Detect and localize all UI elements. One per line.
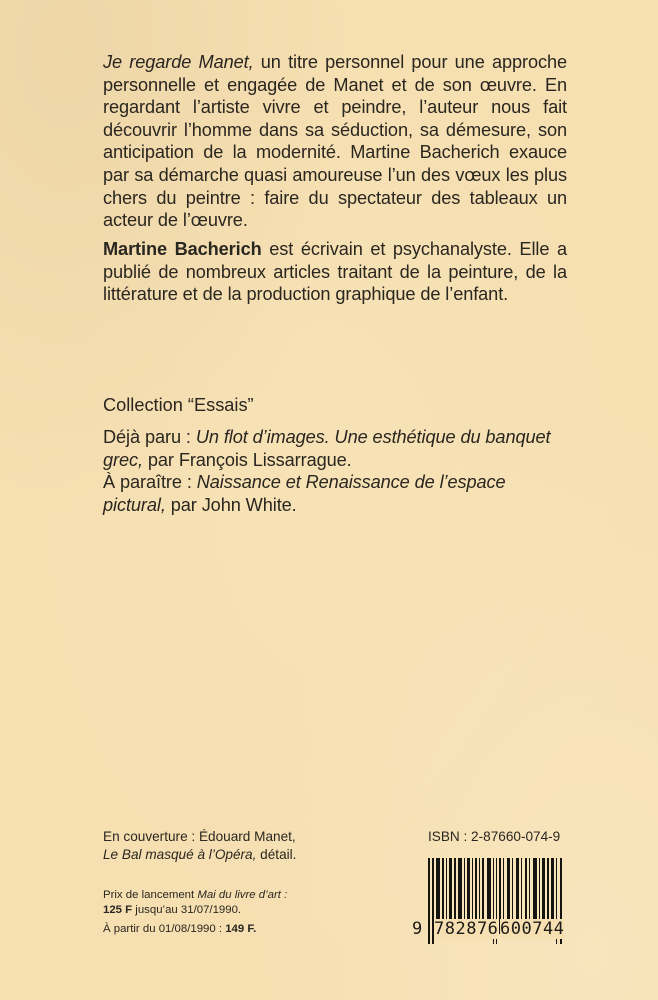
- cover-credit-line1: En couverture : Édouard Manet,: [103, 829, 296, 844]
- launch-label: Prix de lancement: [103, 889, 198, 901]
- book-title: Je regarde Manet,: [103, 52, 254, 72]
- author-bio: [103, 238, 567, 306]
- author-bio-text: est écrivain et psychanalyste. Elle a publié de nombreux articles traitant de la peinture, de la littérature et de la production graphique de l’enfant.: [103, 239, 567, 305]
- cover-credit-detail: détail.: [256, 847, 297, 862]
- upcoming-title: Naissance et Renaissance de l’espace pictural,: [103, 472, 506, 515]
- regular-price: [103, 922, 256, 937]
- isbn-label: ISBN : 2-87660-074-9: [428, 829, 561, 844]
- regular-price-value: 149 F.: [225, 923, 257, 935]
- cover-credit: [103, 828, 296, 864]
- ean-lead-digit: 9: [412, 919, 423, 939]
- collection-entries: [103, 426, 567, 516]
- launch-price: [103, 888, 287, 918]
- author-bio-paragraph: [103, 238, 567, 306]
- ean-left-digits: 782876: [434, 919, 499, 939]
- collection-title: Collection “Essais”: [103, 395, 254, 415]
- upcoming-label: À paraître :: [103, 472, 197, 493]
- published-label: Déjà paru :: [103, 427, 196, 447]
- regular-label: À partir du 01/08/1990 :: [103, 923, 226, 935]
- ean-right-digits: 600744: [500, 919, 565, 939]
- collection-list: [103, 426, 567, 516]
- blurb-text: un titre personnel pour une approche personnelle et engagée de Manet et de son œuvre. En regardant l’artiste vivre et peindre, l’auteur nous fait découvrir l’homme dans sa séduction, sa démesure, son anticipation de la modernité. Martine Bacherich exauce par sa démarche quasi amoureuse l’un des vœux les plus chers du peintre : faire du spectateur des tableaux un acteur de l’œuvre.: [103, 52, 568, 231]
- launch-until: jusqu’au 31/07/1990.: [132, 904, 242, 916]
- author-name: Martine Bacherich: [103, 239, 262, 259]
- blurb-paragraph: [103, 51, 567, 232]
- launch-price-value: 125 F: [103, 904, 133, 916]
- cover-painting-title: Le Bal masqué à l’Opéra,: [103, 847, 257, 862]
- upcoming-author: par John White.: [165, 494, 297, 515]
- launch-price-line2: [103, 903, 287, 918]
- launch-price-line1: [103, 888, 287, 903]
- published-title: Un flot d’images. Une esthétique du banquet grec,: [103, 427, 551, 470]
- launch-event: Mai du livre d’art :: [197, 889, 288, 901]
- cover-credit-line2: [103, 846, 296, 864]
- book-blurb: [103, 51, 567, 232]
- published-author: par François Lissarrague.: [142, 449, 352, 470]
